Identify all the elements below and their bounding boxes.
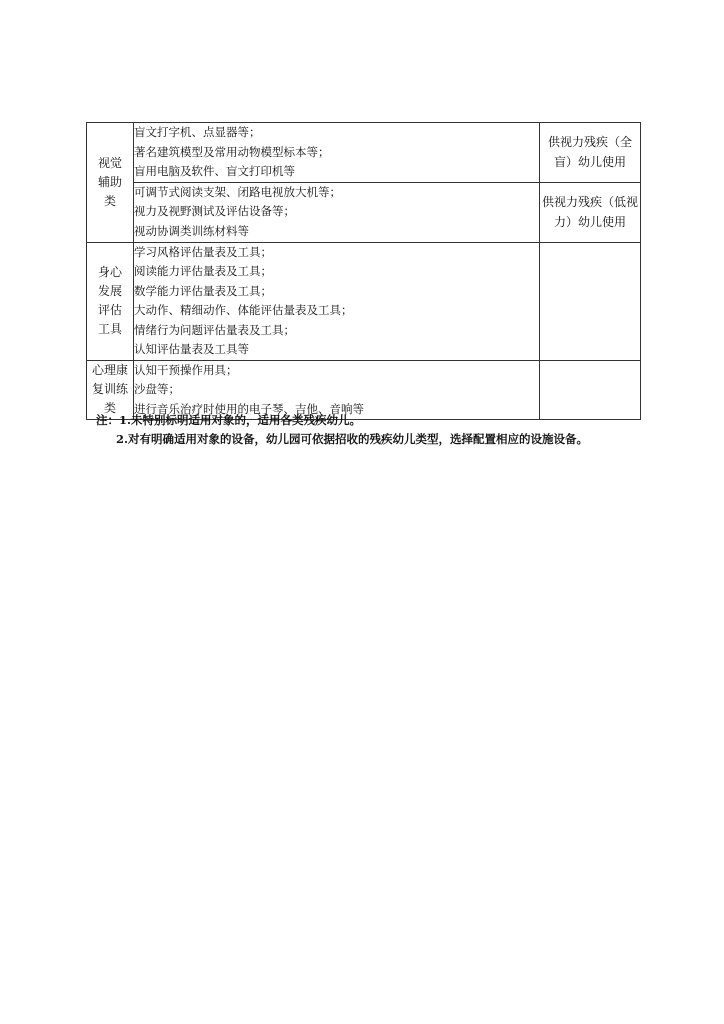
list-item: 阅读能力评估量表及工具； (134, 264, 272, 278)
note-2: 2.对有明确适用对象的设备，幼儿园可依据招收的残疾幼儿类型，选择配置相应的设施设备。 (116, 432, 589, 446)
items-cell (134, 123, 540, 183)
table-notes (96, 411, 656, 449)
list-item: 认知干预操作用具； (134, 362, 238, 377)
items-cell (134, 182, 540, 242)
category-label: 身心发展评估工具 (97, 265, 122, 336)
table-row (87, 123, 641, 183)
category-cell (87, 123, 134, 243)
note-1: 注：1.未特别标明适用对象的，适用各类残疾幼儿。 (96, 413, 362, 427)
list-item: 著名建筑模型及常用动物模型标本等； (134, 144, 330, 159)
list-item: 视动协调类训练材料等 (134, 223, 249, 238)
list-item: 盲用电脑及软件、盲文打印机等 (134, 164, 295, 178)
category-label: 心理康复训练类 (91, 363, 128, 416)
target-cell (540, 182, 641, 242)
target-cell (540, 242, 641, 360)
equipment-table (86, 122, 641, 420)
list-item: 盲文打字机、点显器等； (134, 125, 261, 139)
target-text: 供视力残疾（低视力）幼儿使用 (541, 195, 638, 229)
list-item: 数学能力评估量表及工具； (134, 283, 272, 298)
target-cell (540, 123, 641, 183)
list-item: 视力及视野测试及评估设备等； (134, 204, 295, 219)
target-text: 供视力残疾（全盲）幼儿使用 (547, 135, 632, 170)
list-item: 沙盘等； (134, 382, 180, 396)
list-item: 大动作、精细动作、体能评估量表及工具； (134, 303, 353, 317)
list-item: 进行音乐治疗时使用的电子琴、吉他、音响等 (134, 401, 364, 416)
table-row (87, 242, 641, 360)
category-cell (87, 242, 134, 360)
table-row (87, 182, 641, 242)
items-cell (134, 242, 540, 360)
category-label: 视觉辅助类 (97, 155, 122, 208)
list-item: 情绪行为问题评估量表及工具； (134, 322, 295, 337)
list-item: 可调节式阅读支架、闭路电视放大机等； (134, 184, 341, 199)
list-item: 认知评估量表及工具等 (134, 342, 249, 356)
list-item: 学习风格评估量表及工具； (134, 244, 272, 259)
